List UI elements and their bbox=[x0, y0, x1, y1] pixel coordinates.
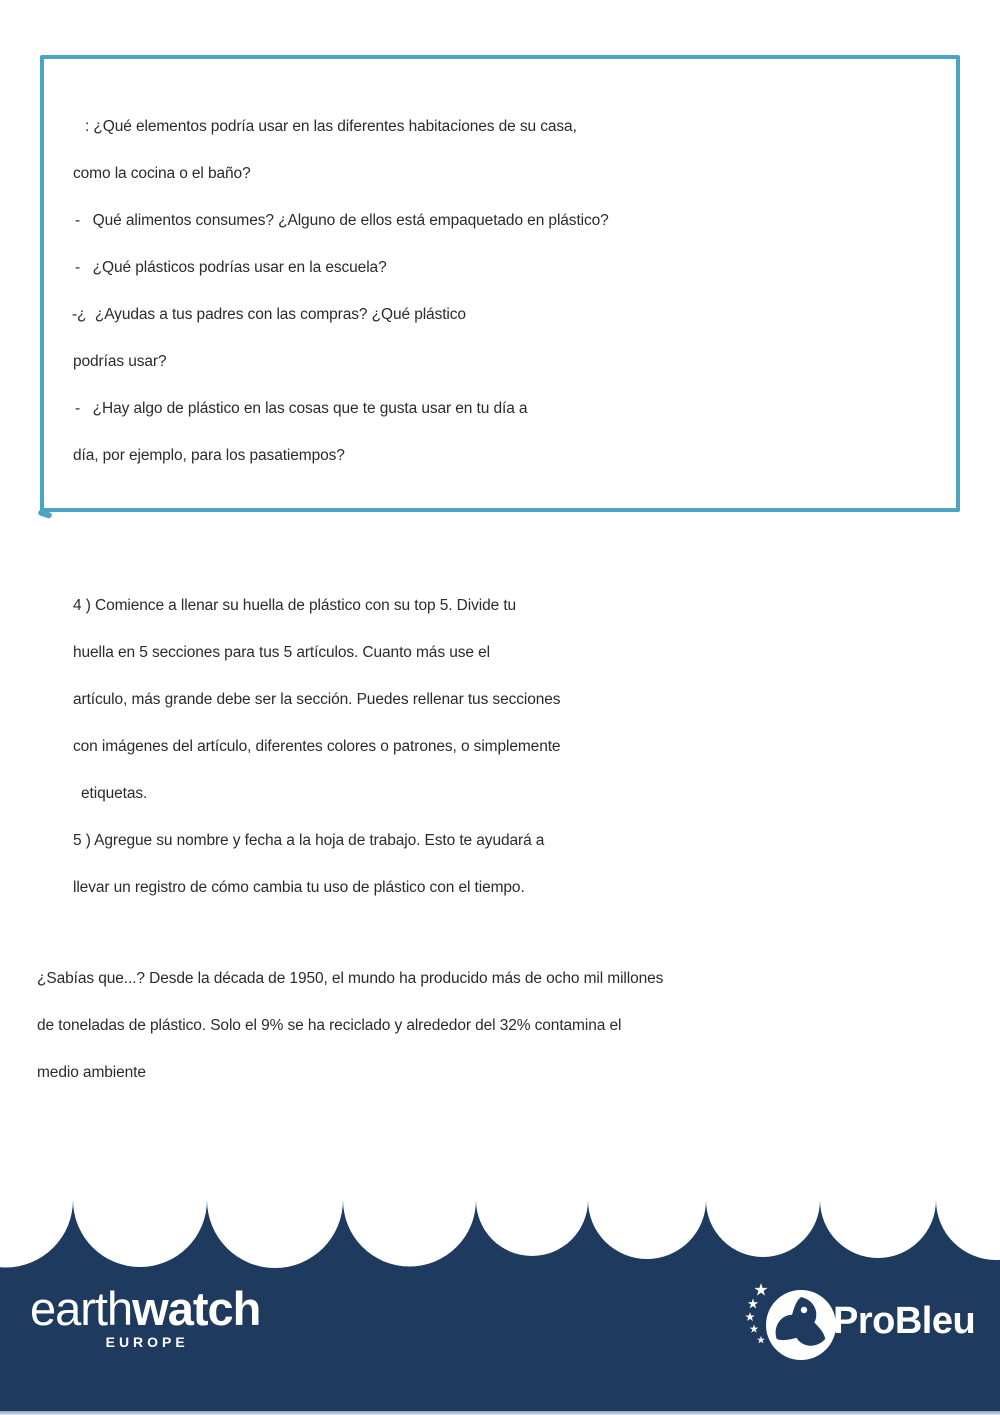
instruction-line: con imágenes del artículo, diferentes colores o patrones, o simplemente bbox=[73, 738, 561, 755]
page-bottom-edge bbox=[0, 1411, 1000, 1415]
question-line: como la cocina o el baño? bbox=[73, 165, 251, 182]
fact-line: medio ambiente bbox=[37, 1064, 146, 1081]
question-line: -¿ ¿Ayudas a tus padres con las compras? ¿Qué plástico bbox=[72, 306, 466, 323]
probleu-wordmark: ProBleu bbox=[833, 1300, 976, 1342]
earthwatch-logo bbox=[30, 1282, 261, 1350]
instruction-line: 5 ) Agregue su nombre y fecha a la hoja de trabajo. Esto te ayudará a bbox=[73, 832, 545, 849]
question-line: podrías usar? bbox=[73, 353, 167, 370]
instructions-section bbox=[73, 582, 953, 911]
instruction-line: llevar un registro de cómo cambia tu uso de plástico con el tiempo. bbox=[73, 879, 525, 896]
question-box bbox=[40, 55, 960, 512]
question-line: : ¿Qué elementos podría usar en las diferentes habitaciones de su casa, bbox=[85, 118, 577, 135]
fact-line: de toneladas de plástico. Solo el 9% se ha reciclado y alrededor del 32% contamina el bbox=[37, 1017, 622, 1034]
question-line: - ¿Hay algo de plástico en las cosas que te gusta usar en tu día a bbox=[75, 400, 528, 417]
wave-circle-icon bbox=[766, 1290, 836, 1360]
instruction-line: etiquetas. bbox=[81, 785, 148, 802]
question-line: - ¿Qué plásticos podrías usar en la escuela? bbox=[75, 259, 387, 276]
instruction-line: artículo, más grande debe ser la sección. Puedes rellenar tus secciones bbox=[73, 691, 561, 708]
earthwatch-word-earth: earth bbox=[30, 1282, 133, 1335]
earthwatch-word-watch: watch bbox=[132, 1282, 261, 1335]
probleu-emblem-icon bbox=[735, 1276, 845, 1386]
instruction-line: 4 ) Comience a llenar su huella de plástico con su top 5. Divide tu bbox=[73, 597, 517, 614]
question-line: día, por ejemplo, para los pasatiempos? bbox=[73, 447, 345, 464]
instruction-line: huella en 5 secciones para tus 5 artículos. Cuanto más use el bbox=[73, 644, 490, 661]
earthwatch-subtitle: EUROPE bbox=[105, 1334, 189, 1350]
did-you-know-section bbox=[37, 955, 967, 1096]
earthwatch-wordmark bbox=[30, 1282, 261, 1335]
eu-stars-icon bbox=[745, 1283, 767, 1343]
fact-line: ¿Sabías que...? Desde la década de 1950, el mundo ha producido más de ocho mil millones bbox=[37, 970, 664, 987]
question-line: - Qué alimentos consumes? ¿Alguno de ellos está empaquetado en plástico? bbox=[75, 212, 609, 229]
footer-wave-banner bbox=[0, 1198, 1000, 1415]
